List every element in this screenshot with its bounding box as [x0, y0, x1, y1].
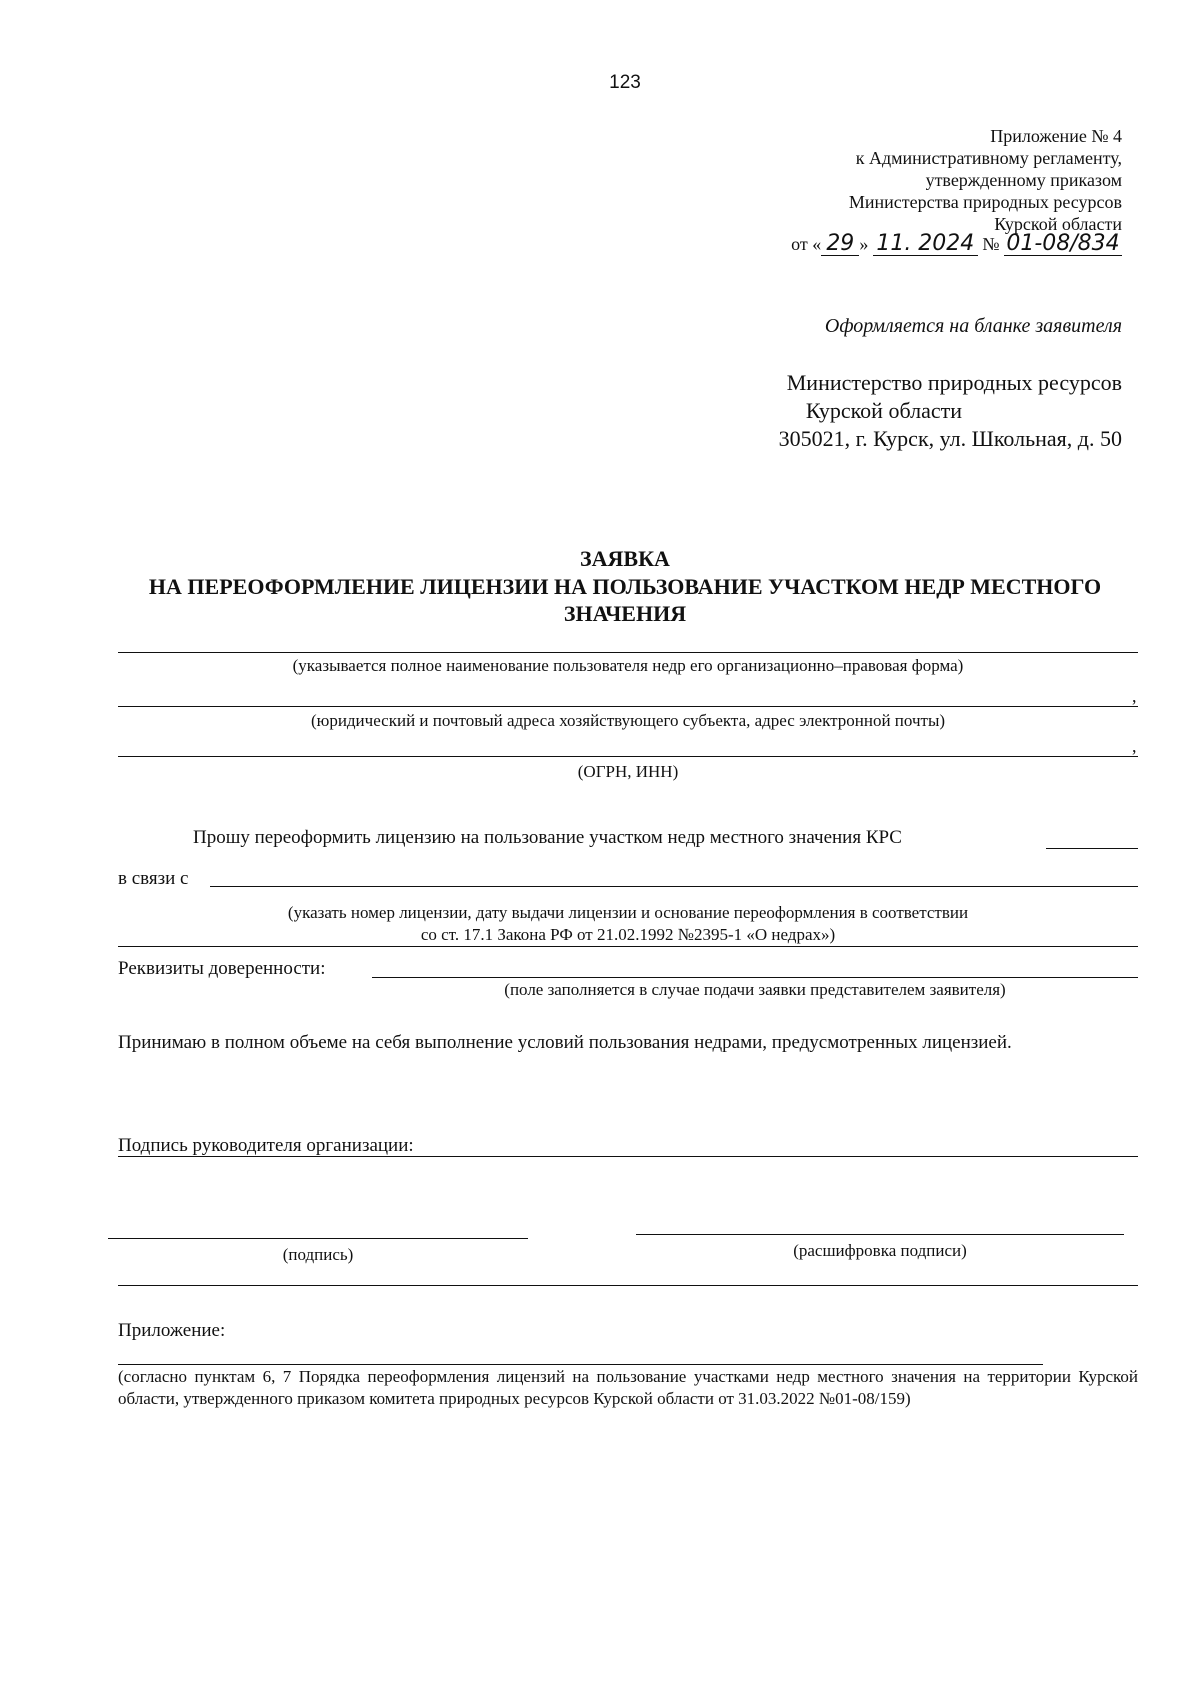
applicant-name-caption: (указывается полное наименование пользователя недр его организационно–правовая форма) [292, 656, 964, 675]
field-comma: , [1132, 686, 1137, 706]
letterhead-note: Оформляется на бланке заявителя [824, 315, 1122, 337]
recipient-block [779, 369, 1122, 453]
recipient-name: Министерство природных ресурсов [786, 370, 1122, 395]
ogrn-inn-caption: (ОГРН, ИНН) [577, 762, 679, 781]
reason-caption-2: со ст. 17.1 Закона РФ от 21.02.1992 №2395-1 «О недрах») [420, 925, 836, 944]
appendix-header [849, 125, 1122, 235]
krs-number-line[interactable] [1046, 848, 1138, 849]
reason-line[interactable] [210, 886, 1138, 887]
sign-caption: (подпись) [282, 1245, 354, 1264]
decree-date-line [791, 233, 1122, 256]
date-prefix: от « [791, 234, 822, 254]
attachment-note: (согласно пунктам 6, 7 Порядка переоформления лицензий на пользование участками недр местного значения на территории Курской области, утвержденного приказом комитета природных ресурсов Курской области от 31.03.2022 №01-08/159) [118, 1367, 1138, 1408]
appendix-line: утвержденному приказом [925, 170, 1122, 190]
signature-label: Подпись руководителя организации: [118, 1135, 414, 1156]
reason-line-2[interactable] [118, 946, 1138, 947]
attachment-label: Приложение: [118, 1320, 226, 1341]
appendix-line: Курской области [994, 214, 1122, 234]
sign-line[interactable] [108, 1238, 528, 1239]
acceptance-text: Принимаю в полном объеме на себя выполнение условий пользования недрами, предусмотренных лицензией. [118, 1032, 1012, 1053]
field-comma: , [1132, 736, 1137, 756]
number-label: № [982, 234, 1000, 254]
proxy-caption: (поле заполняется в случае подачи заявки представителем заявителя) [504, 980, 1006, 999]
handwritten-month-year: 11. 2024 [873, 233, 978, 256]
request-text: Прошу переоформить лицензию на пользование участком недр местного значения КРС [193, 827, 902, 848]
appendix-line: Приложение № 4 [990, 126, 1122, 146]
applicant-address-line[interactable] [118, 706, 1138, 707]
date-mid: » [859, 234, 869, 254]
appendix-line: Министерства природных ресурсов [848, 192, 1122, 212]
attachment-line[interactable] [118, 1364, 1043, 1365]
decode-line[interactable] [636, 1234, 1124, 1235]
ogrn-inn-line[interactable] [118, 756, 1138, 757]
signature-bottom-line [118, 1285, 1138, 1286]
document-title: ЗАЯВКА [580, 546, 670, 571]
page-number: 123 [609, 72, 641, 93]
appendix-line: к Административному регламенту, [855, 148, 1122, 168]
proxy-line[interactable] [372, 977, 1138, 978]
applicant-name-line[interactable] [118, 652, 1138, 653]
reason-label: в связи с [118, 868, 189, 889]
signature-line[interactable] [118, 1156, 1138, 1157]
applicant-address-caption: (юридический и почтовый адреса хозяйствующего субъекта, адрес электронной почты) [310, 711, 946, 730]
handwritten-day: 29 [821, 233, 859, 256]
decode-caption: (расшифровка подписи) [793, 1241, 967, 1260]
recipient-address: 305021, г. Курск, ул. Школьная, д. 50 [778, 426, 1122, 451]
document-subtitle-end: ЗНАЧЕНИЯ [563, 601, 687, 626]
handwritten-decree-number: 01-08/834 [1004, 233, 1122, 256]
reason-caption: (указать номер лицензии, дату выдачи лицензии и основание переоформления в соответствии [287, 903, 969, 922]
proxy-label: Реквизиты доверенности: [118, 958, 326, 979]
recipient-region: Курской области [805, 398, 962, 423]
document-subtitle: НА ПЕРЕОФОРМЛЕНИЕ ЛИЦЕНЗИИ НА ПОЛЬЗОВАНИЕ УЧАСТКОМ НЕДР МЕСТНОГО [148, 574, 1102, 599]
